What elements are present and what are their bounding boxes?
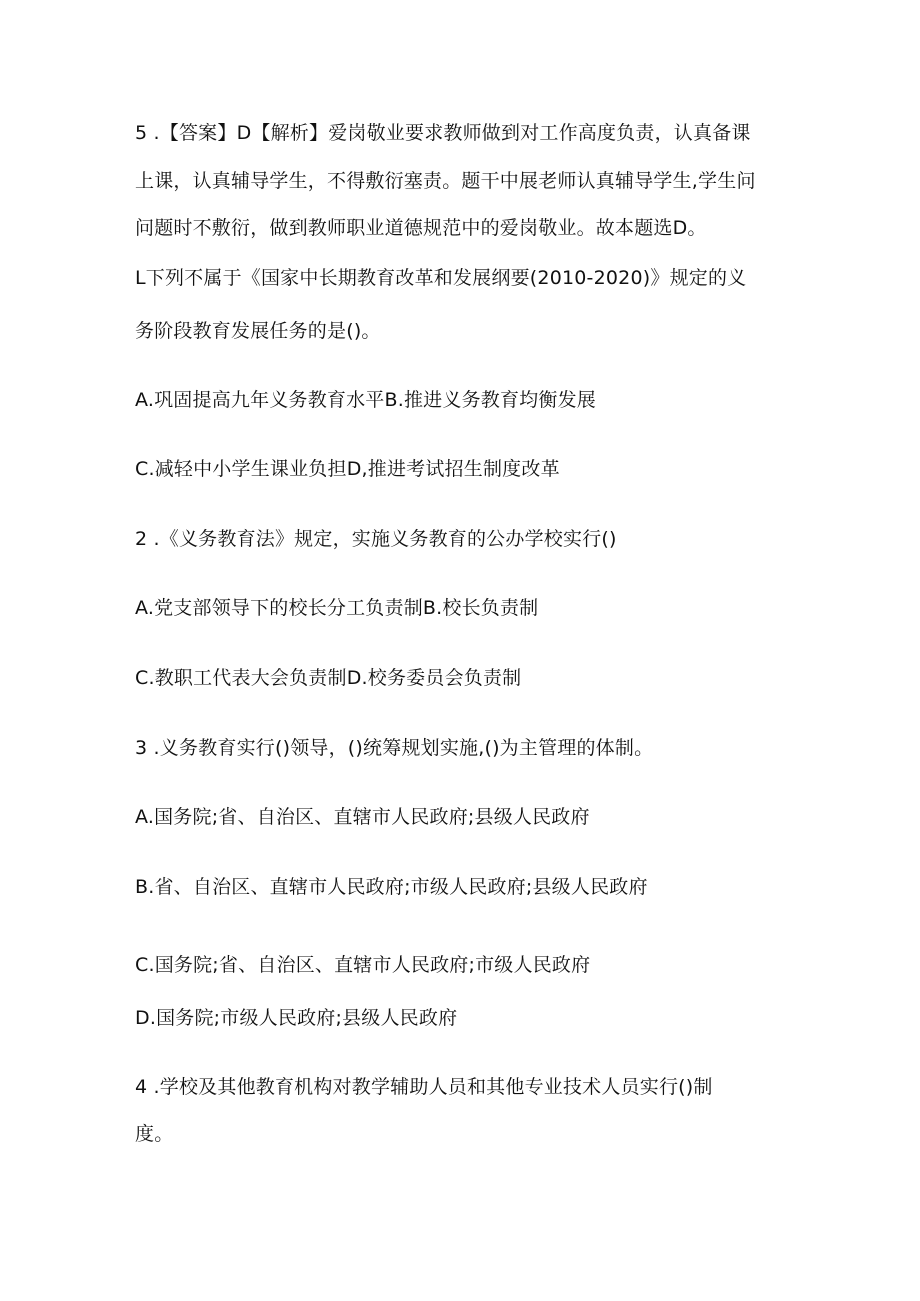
q1-options-cd: C.减轻中小学生课业负担D,推进考试招生制度改革 [135,458,560,480]
q3-option-b: B.省、自治区、直辖市人民政府;市级人民政府;县级人民政府 [135,876,648,898]
q2-stem: 2 .《义务教育法》规定，实施义务教育的公办学校实行() [135,528,617,550]
q5-answer-line-3: 问题时不敷衍，做到教师职业道德规范中的爱岗敬业。故本题选D。 [135,217,707,239]
q1-options-ab: A.巩固提高九年义务教育水平B.推进义务教育均衡发展 [135,389,596,411]
q3-stem: 3 .义务教育实行()领导，()统筹规划实施,()为主管理的体制。 [135,737,654,759]
q1-stem-line-2: 务阶段教育发展任务的是()。 [135,320,381,342]
q2-options-cd: C.教职工代表大会负责制D.校务委员会负责制 [135,667,522,689]
q1-stem-line-1: L下列不属于《国家中长期教育改革和发展纲要(2010-2020)》规定的义 [135,267,747,289]
q3-option-a: A.国务院;省、自治区、直辖市人民政府;县级人民政府 [135,806,590,828]
q5-answer-line-2: 上课，认真辅导学生，不得敷衍塞责。题干中展老师认真辅导学生,学生问 [135,170,756,192]
q4-stem-line-1: 4 .学校及其他教育机构对教学辅助人员和其他专业技术人员实行()制 [135,1076,713,1098]
q4-stem-line-2: 度。 [135,1123,174,1145]
q2-options-ab: A.党支部领导下的校长分工负责制B.校长负责制 [135,597,539,619]
q3-option-d: D.国务院;市级人民政府;县级人民政府 [135,1007,458,1029]
q5-answer-line-1: 5 .【答案】D【解析】爱岗敬业要求教师做到对工作高度负责，认真备课 [135,122,751,144]
q3-option-c: C.国务院;省、自治区、直辖市人民政府;市级人民政府 [135,954,591,976]
